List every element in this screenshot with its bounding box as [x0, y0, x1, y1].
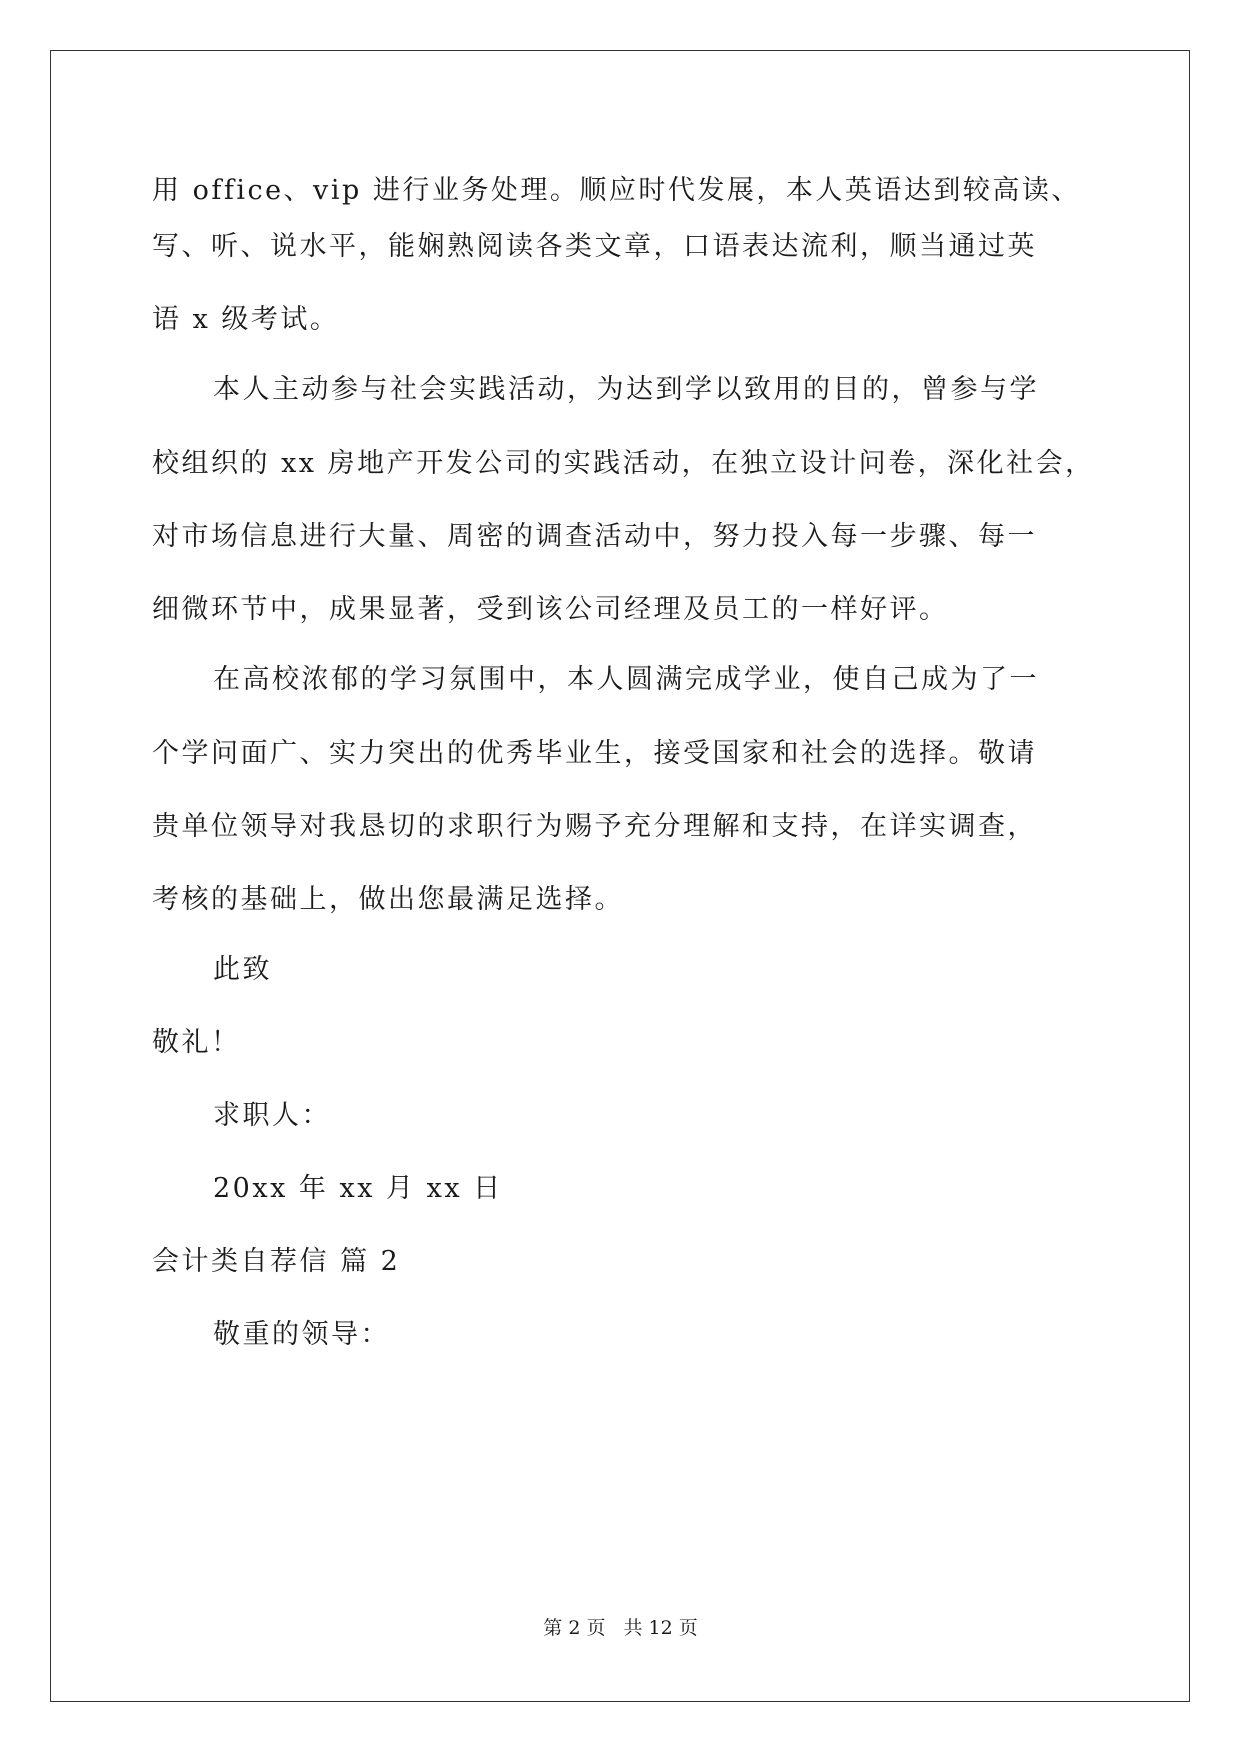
paragraph-start-line: 在高校浓郁的学习氛围中，本人圆满完成学业，使自己成为了一: [213, 664, 1039, 695]
paragraph-start-line: 本人主动参与社会实践活动，为达到学以致用的目的，曾参与学: [213, 374, 1039, 405]
body-line: 用 office、vip 进行业务处理。顺应时代发展，本人英语达到较高读、: [152, 175, 1081, 206]
section-heading: 会计类自荐信 篇 2: [152, 1246, 401, 1277]
page-border: [50, 50, 1190, 1702]
body-line: 写、听、说水平，能娴熟阅读各类文章，口语表达流利，顺当通过英: [152, 231, 1037, 262]
date-line: 20xx 年 xx 月 xx 日: [213, 1173, 503, 1204]
body-line: 语 x 级考试。: [152, 304, 340, 335]
body-line: 个学问面广、实力突出的优秀毕业生，接受国家和社会的选择。敬请: [152, 738, 1037, 769]
page-footer: [0, 1616, 1241, 1640]
body-line: 校组织的 xx 房地产开发公司的实践活动，在独立设计问卷，深化社会，: [152, 448, 1095, 479]
greeting-line: 敬重的领导：: [213, 1319, 390, 1350]
closing-salutation: 此致: [213, 954, 272, 985]
body-line: 贵单位领导对我恳切的求职行为赐予充分理解和支持，在详实调查，: [152, 811, 1037, 842]
body-line: 考核的基础上，做出您最满足选择。: [152, 884, 624, 915]
body-line: 对市场信息进行大量、周密的调查活动中，努力投入每一步骤、每一: [152, 521, 1037, 552]
signature-label: 求职人：: [213, 1100, 331, 1131]
page-number: 第 2 页: [543, 1617, 606, 1639]
closing-regards: 敬礼！: [152, 1027, 241, 1058]
total-pages: 共 12 页: [623, 1617, 698, 1639]
body-line: 细微环节中，成果显著，受到该公司经理及员工的一样好评。: [152, 594, 949, 625]
